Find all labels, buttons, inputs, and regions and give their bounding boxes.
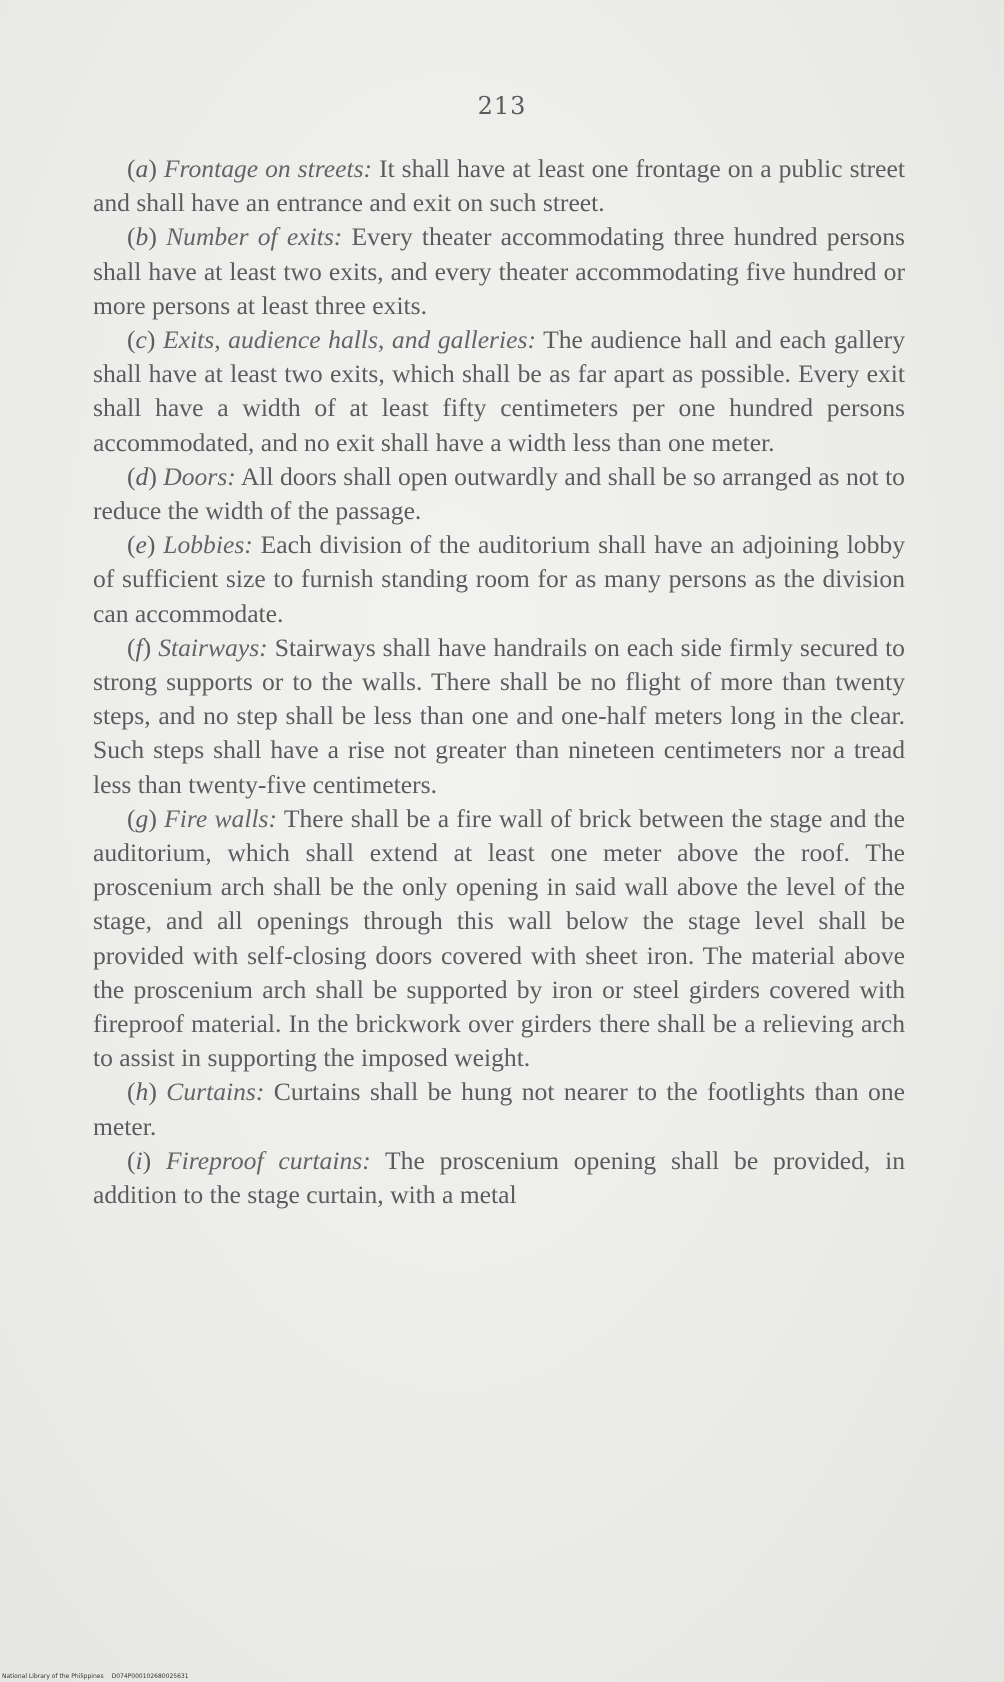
paragraph-heading: Curtains: <box>166 1077 265 1107</box>
paragraph-marker: (f) <box>127 632 152 662</box>
page-number: 213 <box>477 92 527 120</box>
paragraph-marker: (e) <box>127 530 156 560</box>
paragraph-body: Each division of the auditorium shall have an adjoining lobby of sufficient size to furnish standing room for as many persons as the division can accommodate. <box>93 530 905 628</box>
paragraph-heading: Exits, audience halls, and galleries: <box>163 325 536 355</box>
paragraph-heading: Fireproof curtains: <box>165 1145 371 1175</box>
paragraph-body: The audience hall and each gallery shall have at least two exits, which shall be as far apart as possible. Every exit shall have a width of at least fifty centimeters per one hundred persons accommodated, and no exit shall have a width less than one meter. <box>93 325 905 457</box>
paragraph-c <box>93 323 905 460</box>
paragraph-a <box>93 152 905 220</box>
paragraph-marker: (i) <box>127 1145 152 1175</box>
paragraph-d <box>93 460 905 528</box>
paragraph-marker: (b) <box>127 222 157 252</box>
paragraph-marker: (a) <box>127 154 157 183</box>
paragraph-body: Stairways shall have handrails on each side firmly secured to strong supports or to the walls. There shall be no flight of more than twenty steps, and no step shall be less than one and one-half meters long in the clear. Such steps shall have a rise not greater than nineteen centimeters nor a tread less than twenty-five centimeters. <box>93 632 905 799</box>
body-text <box>93 152 905 1212</box>
paragraph-h <box>93 1075 905 1143</box>
paragraph-marker: (g) <box>127 803 157 833</box>
paragraph-heading: Frontage on streets: <box>163 154 373 183</box>
paragraph-i <box>93 1144 905 1212</box>
scan-id: D074P000102680025631 <box>111 1673 189 1680</box>
paragraph-body: Every theater accommodating three hundred persons shall have at least two exits, and every theater accommodating five hundred or more persons at least three exits. <box>93 222 905 320</box>
paragraph-heading: Doors: <box>163 461 236 491</box>
paragraph-e <box>93 528 905 631</box>
paragraph-heading: Number of exits: <box>166 222 343 252</box>
paragraph-heading: Fire walls: <box>164 803 278 833</box>
paragraph-f <box>93 631 905 802</box>
paragraph-marker: (c) <box>127 325 156 355</box>
paragraph-marker: (h) <box>127 1077 157 1107</box>
library-credit: National Library of the Philippines <box>2 1673 104 1680</box>
paragraph-body: There shall be a fire wall of brick between the stage and the auditorium, which shall extend at least one meter above the roof. The proscenium arch shall be the only opening in said wall above the level of the stage, and all openings through this wall below the stage level shall be provided with self-closing doors covered with sheet iron. The material above the proscenium arch shall be supported by iron or steel girders covered with fireproof material. In the brickwork over girders there shall be a relieving arch to assist in supporting the imposed weight. <box>93 803 906 1073</box>
paragraph-body: It shall have at least one frontage on a public street and shall have an entrance and exit on such street. <box>93 154 905 218</box>
paragraph-body: The proscenium opening shall be provided, in addition to the stage curtain, with a metal <box>93 1145 905 1210</box>
paragraph-marker: (d) <box>127 461 157 491</box>
scan-footer <box>2 1673 189 1680</box>
paragraph-body: All doors shall open outwardly and shall be so arranged as not to reduce the width of the passage. <box>93 461 905 526</box>
paragraph-heading: Stairways: <box>158 632 268 662</box>
paragraph-g <box>93 802 905 1076</box>
paragraph-b <box>93 220 905 323</box>
paragraph-body: Curtains shall be hung not nearer to the footlights than one meter. <box>93 1077 905 1141</box>
paragraph-heading: Lobbies: <box>163 530 253 560</box>
